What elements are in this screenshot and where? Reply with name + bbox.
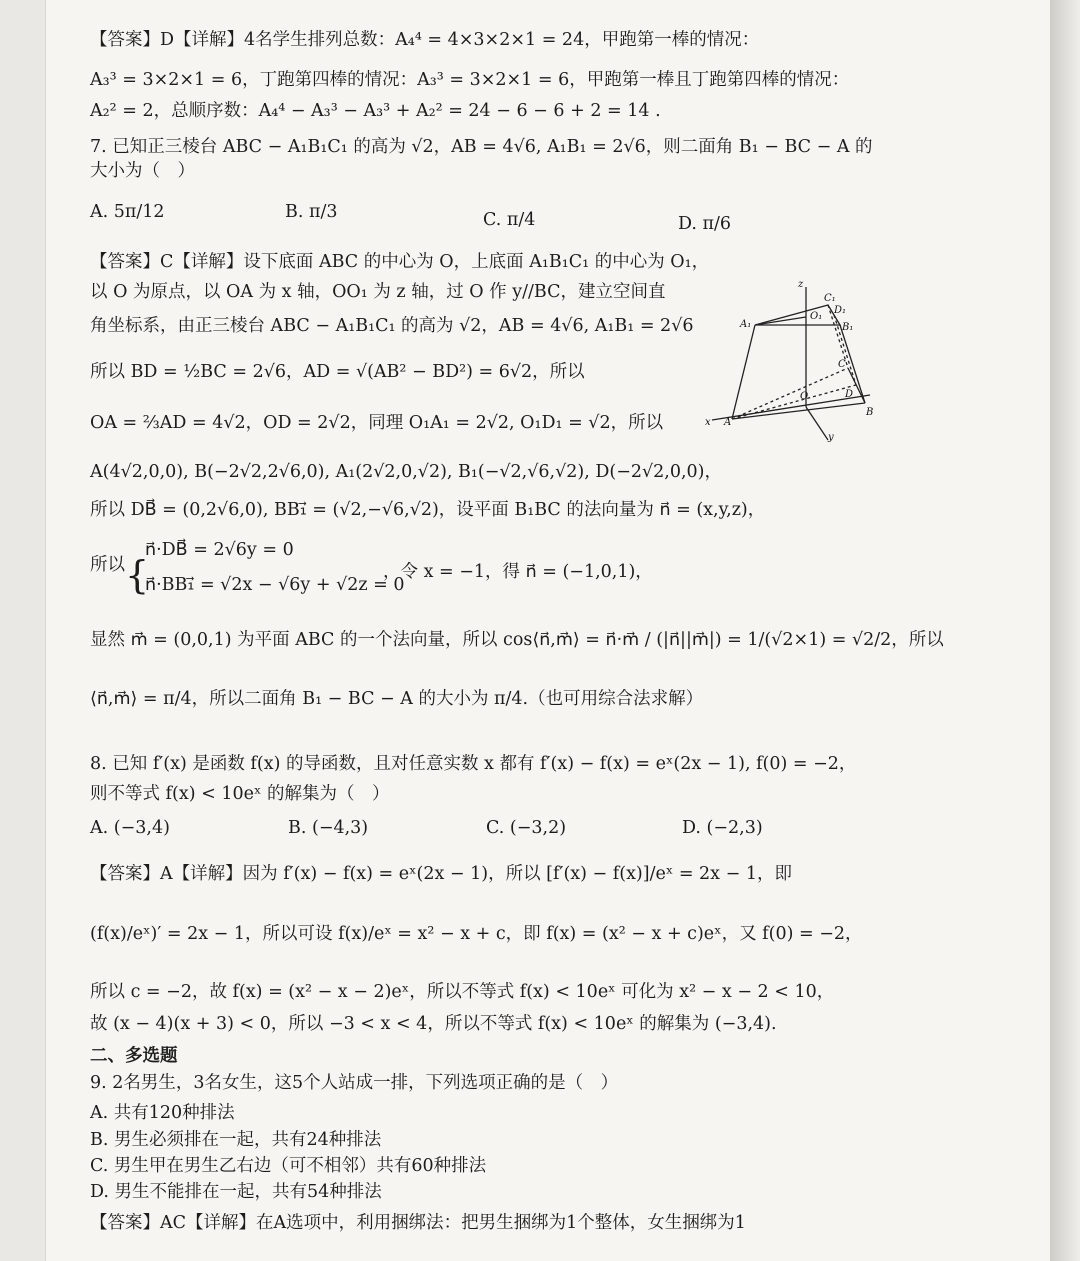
- q9-answer-line-1: 【答案】AC【详解】在A选项中，利用捆绑法：把男生捆绑为1个整体，女生捆绑为1: [90, 1213, 746, 1233]
- q8-answer-line-3: 所以 c = −2，故 f(x) = (x² − x − 2)eˣ，所以不等式 f(x) < 10eˣ 可化为 x² − x − 2 < 10，: [90, 982, 835, 1002]
- label-d1: D₁: [834, 305, 847, 316]
- page-edge-shadow: [1050, 0, 1080, 1261]
- frustum-diagram: [700, 275, 875, 445]
- q7-answer-line-2: 以 O 为原点，以 OA 为 x 轴，OO₁ 为 z 轴，过 O 作 y//BC，建立空间直: [90, 282, 666, 302]
- q7-system-result: ，令 x = −1，得 n⃗ = (−1,0,1)，: [383, 562, 653, 582]
- q7-option-d: D. π/6: [678, 214, 732, 234]
- q9-stem: 9. 2名男生，3名女生，这5个人站成一排，下列选项正确的是（ ）: [90, 1073, 619, 1093]
- q7-option-a: A. 5π/12: [90, 202, 165, 222]
- bottom-edge-ab: [732, 403, 865, 419]
- label-o: O: [800, 391, 809, 402]
- q6-answer-line-3: A₂² = 2，总顺序数：A₄⁴ − A₃³ − A₃³ + A₂² = 24 − 6 − 6 + 2 = 14 .: [90, 101, 661, 121]
- q7-conclusion-line: ⟨n⃗,m⃗⟩ = π/4，所以二面角 B₁ − BC − A 的大小为 π/4.（也可用综合法求解）: [90, 689, 704, 709]
- edge-aa1: [732, 325, 755, 419]
- label-b1: B₁: [842, 322, 854, 333]
- bottom-edge-ac: [732, 368, 848, 419]
- q7-system-eq-2: n⃗·BB₁⃗ = √2x − √6y + √2z = 0: [145, 575, 405, 595]
- label-a1: A₁: [740, 319, 752, 330]
- q7-answer-line-3: 角坐标系，由正三棱台 ABC − A₁B₁C₁ 的高为 √2，AB = 4√6, A₁B₁ = 2√6: [90, 316, 694, 336]
- q8-stem-line-1: 8. 已知 f′(x) 是函数 f(x) 的导函数，且对任意实数 x 都有 f′(x) − f(x) = eˣ(2x − 1), f(0) = −2，: [90, 754, 857, 774]
- top-face: [755, 305, 840, 325]
- q7-stem-line-2: 大小为（ ）: [90, 161, 195, 181]
- q8-option-d: D. (−2,3): [682, 818, 763, 838]
- q9-option-d: D. 男生不能排在一起，共有54种排法: [90, 1182, 382, 1202]
- label-a: A: [724, 417, 732, 428]
- q7-stem-line-1: 7. 已知正三棱台 ABC − A₁B₁C₁ 的高为 √2，AB = 4√6, A₁B₁ = 2√6，则二面角 B₁ − BC − A 的: [90, 137, 873, 157]
- section-heading-multiple-choice: 二、多选题: [90, 1046, 178, 1066]
- q7-option-c: C. π/4: [483, 210, 536, 230]
- q7-system-eq-1: n⃗·DB⃗ = 2√6y = 0: [145, 540, 294, 560]
- q7-vectors-line: 所以 DB⃗ = (0,2√6,0), BB₁⃗ = (√2,−√6,√2)，设平面 B₁BC 的法向量为 n⃗ = (x,y,z)，: [90, 500, 766, 520]
- q7-coordinates-line: A(4√2,0,0), B(−2√2,2√6,0), A₁(2√2,0,√2), B₁(−√2,√6,√2), D(−2√2,0,0)，: [90, 462, 722, 482]
- q8-option-a: A. (−3,4): [90, 818, 170, 838]
- q6-answer-line-2: A₃³ = 3×2×1 = 6，丁跑第四棒的情况：A₃³ = 3×2×1 = 6，甲跑第一棒且丁跑第四棒的情况：: [90, 70, 850, 90]
- label-o1: O₁: [810, 311, 823, 322]
- label-d: D: [845, 389, 854, 400]
- label-b: B: [866, 407, 874, 418]
- label-y: y: [828, 432, 834, 443]
- label-x: x: [705, 417, 711, 428]
- brace-symbol: {: [125, 553, 150, 597]
- label-z: z: [798, 279, 804, 290]
- q9-option-a: A. 共有120种排法: [90, 1103, 235, 1123]
- q8-option-c: C. (−3,2): [486, 818, 567, 838]
- q7-cos-line: 显然 m⃗ = (0,0,1) 为平面 ABC 的一个法向量，所以 cos⟨n⃗,m⃗⟩ = n⃗·m⃗ / (|n⃗||m⃗|) = 1/(√2×1) = √2/2，所以: [90, 630, 944, 650]
- q8-stem-line-2: 则不等式 f(x) < 10eˣ 的解集为（ ）: [90, 784, 390, 804]
- y-axis: [806, 407, 828, 440]
- ad-line: [732, 385, 856, 419]
- q6-answer-line-1: 【答案】D【详解】4名学生排列总数：A₄⁴ = 4×3×2×1 = 24，甲跑第一棒的情况：: [90, 30, 760, 50]
- q7-answer-line-5: OA = ⅔AD = 4√2，OD = 2√2，同理 O₁A₁ = 2√2, O₁D₁ = √2，所以: [90, 413, 664, 433]
- q8-answer-line-1: 【答案】A【详解】因为 f′(x) − f(x) = eˣ(2x − 1)，所以 [f′(x) − f(x)]/eˣ = 2x − 1，即: [90, 864, 792, 884]
- q8-option-b: B. (−4,3): [288, 818, 369, 838]
- label-c1: C₁: [824, 293, 836, 304]
- q7-system-lead: 所以: [90, 555, 125, 575]
- q9-option-c: C. 男生甲在男生乙右边（可不相邻）共有60种排法: [90, 1156, 487, 1176]
- q8-answer-line-2: (f(x)/eˣ)′ = 2x − 1，所以可设 f(x)/eˣ = x² − x + c，即 f(x) = (x² − x + c)eˣ，又 f(0) = −2，: [90, 924, 863, 944]
- q7-answer-line-4: 所以 BD = ½BC = 2√6，AD = √(AB² − BD²) = 6√2，所以: [90, 362, 585, 382]
- q8-answer-line-4: 故 (x − 4)(x + 3) < 0，所以 −3 < x < 4，所以不等式 f(x) < 10eˣ 的解集为 (−3,4).: [90, 1014, 777, 1034]
- q7-answer-line-1: 【答案】C【详解】设下底面 ABC 的中心为 O，上底面 A₁B₁C₁ 的中心为 O₁，: [90, 252, 710, 272]
- q9-option-b: B. 男生必须排在一起，共有24种排法: [90, 1130, 382, 1150]
- q7-option-b: B. π/3: [285, 202, 338, 222]
- label-c: C: [838, 359, 846, 370]
